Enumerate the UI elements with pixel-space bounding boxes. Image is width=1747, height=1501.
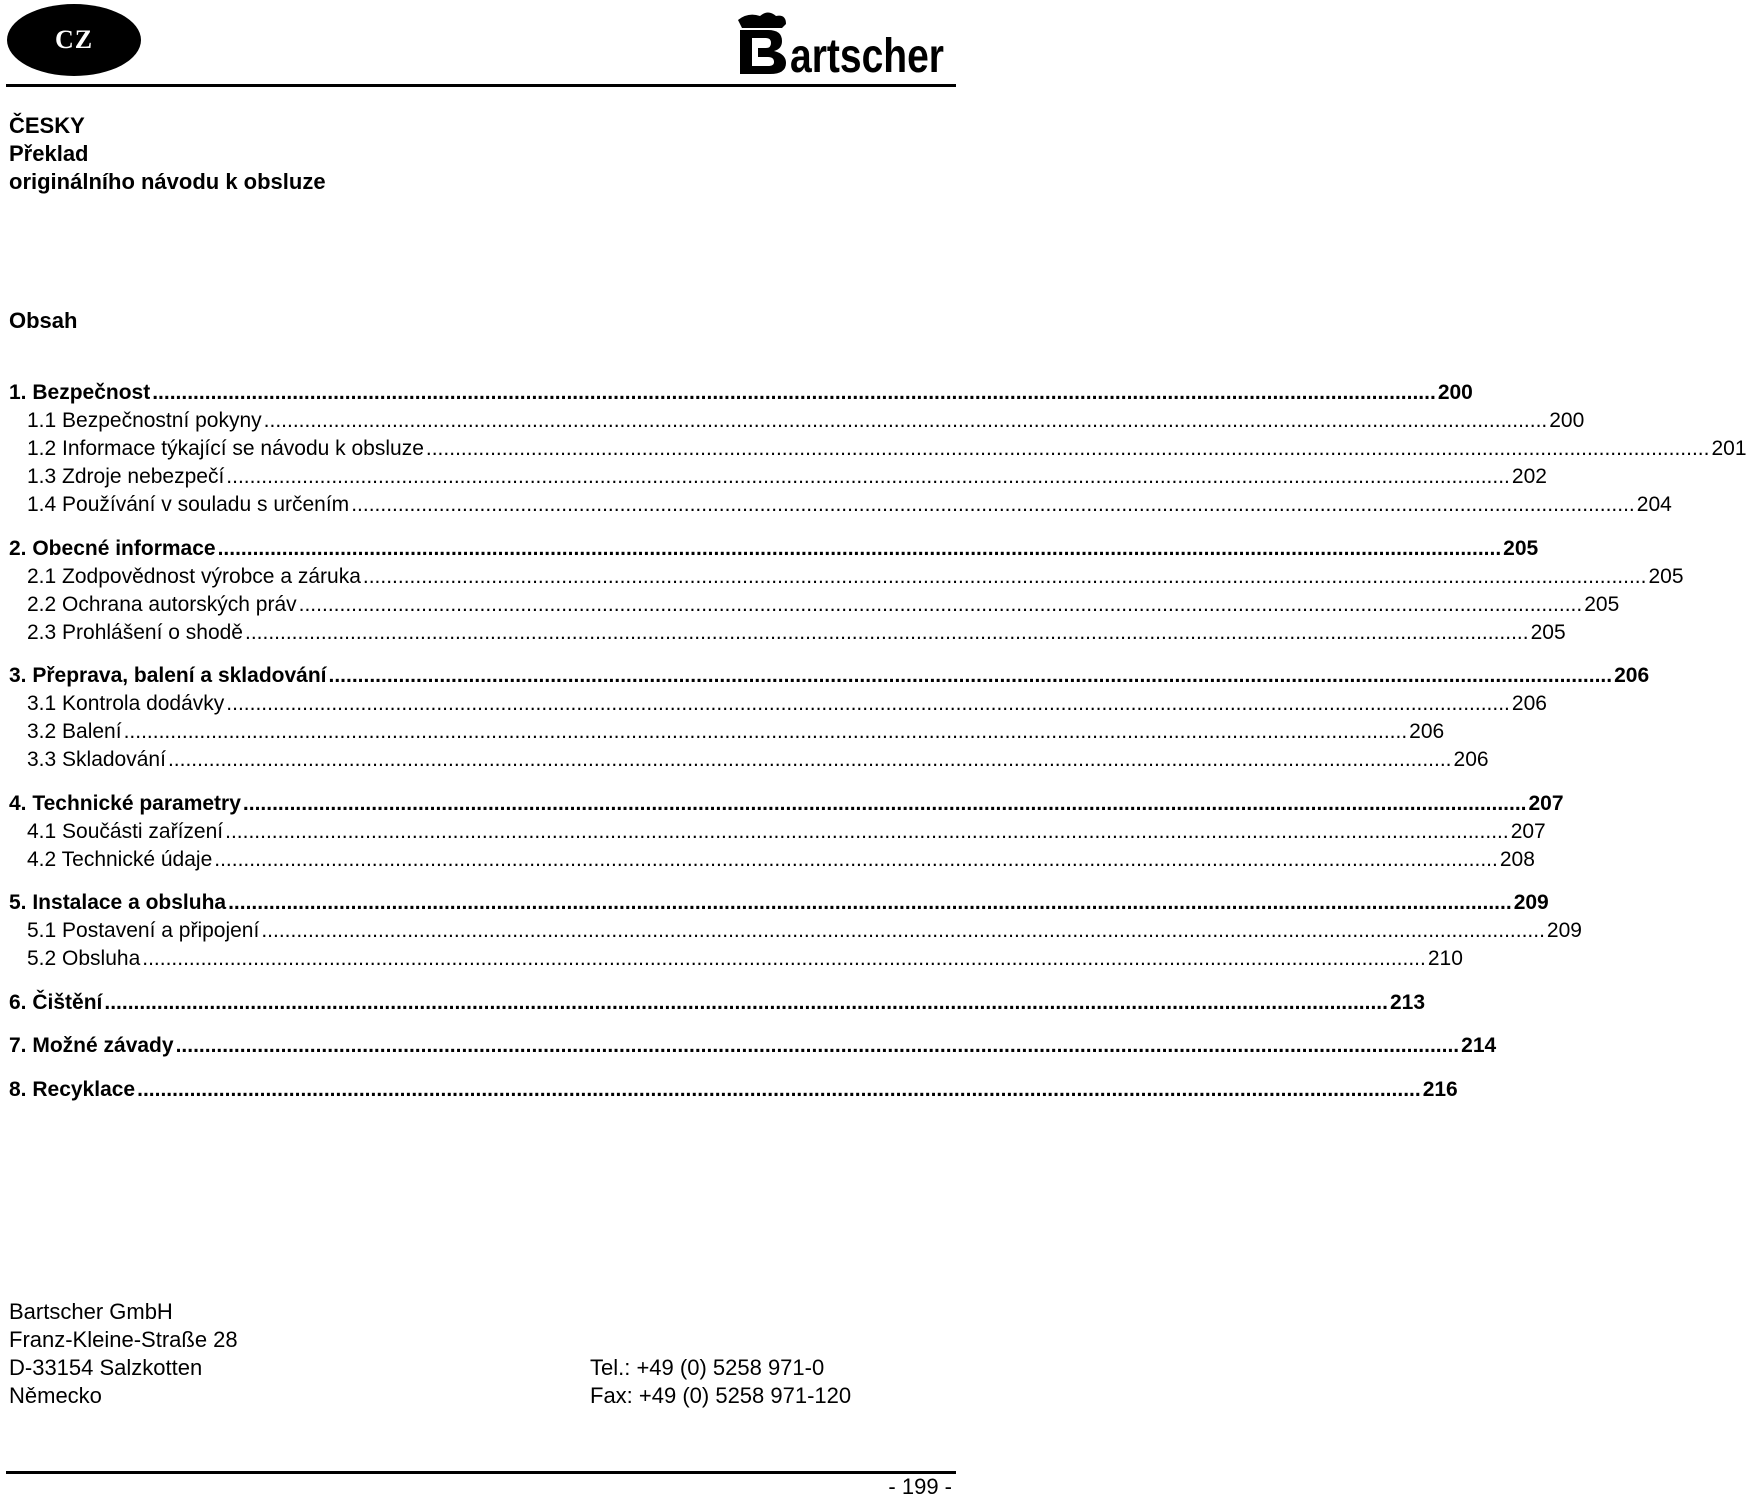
toc-subsection bbox=[9, 746, 1489, 774]
toc-entry-label: 2. Obecné informace bbox=[9, 537, 216, 560]
toc-section bbox=[9, 1032, 1497, 1060]
toc-entry-label: 3. Přeprava, balení a skladování bbox=[9, 664, 327, 687]
toc-entry-page: 204 bbox=[1636, 493, 1672, 516]
company-phone: Tel.: +49 (0) 5258 971-0 bbox=[590, 1355, 825, 1380]
toc-entry-page: 206 bbox=[1614, 664, 1650, 687]
toc-entry-label: 3.2 Balení bbox=[27, 720, 122, 743]
toc-entry-page: 209 bbox=[1546, 919, 1582, 942]
document-title bbox=[9, 112, 326, 196]
toc-subsection bbox=[9, 917, 1582, 945]
toc-leader-dots: ............................................................................................................................................................................................................................ bbox=[362, 565, 1647, 588]
toc-entry-label: 1.2 Informace týkající se návodu k obsluze bbox=[27, 437, 424, 460]
toc-entry-page: 206 bbox=[1453, 748, 1489, 771]
toc-leader-dots: ............................................................................................................................................................................................................................ bbox=[245, 621, 1529, 644]
toc-subsection bbox=[9, 846, 1535, 874]
toc-leader-dots: ............................................................................................................................................................................................................................ bbox=[142, 947, 1426, 970]
toc-entry-label: 4.1 Součásti zařízení bbox=[27, 820, 224, 843]
toc-subsection bbox=[9, 945, 1463, 973]
toc-entry-label: 1. Bezpečnost bbox=[9, 381, 151, 404]
toc-section bbox=[9, 662, 1650, 690]
company-country: Německo bbox=[9, 1383, 102, 1408]
toc-leader-dots: ............................................................................................................................................................................................................................ bbox=[242, 792, 1527, 815]
toc-leader-dots: ............................................................................................................................................................................................................................ bbox=[217, 537, 1502, 560]
toc-entry-page: 210 bbox=[1427, 947, 1463, 970]
toc-entry-label: 4.2 Technické údaje bbox=[27, 848, 213, 871]
toc-entry-label: 3.3 Skladování bbox=[27, 748, 166, 771]
toc-leader-dots: ............................................................................................................................................................................................................................ bbox=[328, 664, 1613, 687]
toc-entry-label: 5.2 Obsluha bbox=[27, 947, 141, 970]
company-name: Bartscher GmbH bbox=[9, 1299, 173, 1324]
toc-entry-page: 214 bbox=[1461, 1034, 1497, 1057]
toc-entry-label: 3.1 Kontrola dodávky bbox=[27, 692, 225, 715]
toc-subsection bbox=[9, 491, 1672, 519]
toc-leader-dots: ............................................................................................................................................................................................................................ bbox=[226, 692, 1510, 715]
toc-section bbox=[9, 889, 1549, 917]
toc-leader-dots: ............................................................................................................................................................................................................................ bbox=[123, 720, 1408, 743]
toc-subsection bbox=[9, 718, 1445, 746]
toc-entry-label: 2.2 Ochrana autorských práv bbox=[27, 593, 297, 616]
company-city: D-33154 Salzkotten bbox=[9, 1355, 203, 1380]
toc-entry-page: 205 bbox=[1530, 621, 1566, 644]
toc-entry-label: 4. Technické parametry bbox=[9, 792, 241, 815]
toc-subsection bbox=[9, 435, 1747, 463]
company-street: Franz-Kleine-Straße 28 bbox=[9, 1327, 238, 1352]
toc-section bbox=[9, 379, 1473, 407]
toc-entry-page: 208 bbox=[1499, 848, 1535, 871]
title-original-manual: originálního návodu k obsluze bbox=[9, 169, 326, 194]
toc-entry-label: 8. Recyklace bbox=[9, 1078, 136, 1101]
language-badge-label: CZ bbox=[54, 25, 94, 54]
company-address bbox=[9, 1298, 238, 1410]
toc-leader-dots: ............................................................................................................................................................................................................................ bbox=[351, 493, 1635, 516]
toc-subsection bbox=[9, 563, 1684, 591]
title-language: ČESKY bbox=[9, 113, 85, 138]
svg-text:artscher: artscher bbox=[790, 30, 944, 83]
toc-entry-label: 6. Čištění bbox=[9, 991, 103, 1014]
toc-entry-page: 201 bbox=[1711, 437, 1747, 460]
toc-entry-label: 2.1 Zodpovědnost výrobce a záruka bbox=[27, 565, 361, 588]
toc-leader-dots: ............................................................................................................................................................................................................................ bbox=[425, 437, 1710, 460]
toc-entry-label: 7. Možné závady bbox=[9, 1034, 174, 1057]
toc-leader-dots: ............................................................................................................................................................................................................................ bbox=[152, 381, 1436, 404]
toc-entry-page: 200 bbox=[1437, 381, 1473, 404]
toc-entry-page: 209 bbox=[1513, 891, 1549, 914]
toc-entry-label: 1.4 Používání v souladu s určením bbox=[27, 493, 350, 516]
toc-entry-label: 5. Instalace a obsluha bbox=[9, 891, 227, 914]
toc-entry-page: 205 bbox=[1648, 565, 1684, 588]
toc-entry-page: 216 bbox=[1422, 1078, 1458, 1101]
toc-subsection bbox=[9, 619, 1566, 647]
toc-section bbox=[9, 989, 1426, 1017]
toc-entry-label: 2.3 Prohlášení o shodě bbox=[27, 621, 243, 644]
header-rule bbox=[6, 84, 956, 87]
toc-entry-label: 5.1 Postavení a připojení bbox=[27, 919, 260, 942]
toc-entry-page: 207 bbox=[1510, 820, 1546, 843]
toc-leader-dots: ............................................................................................................................................................................................................................ bbox=[298, 593, 1583, 616]
toc-leader-dots: ............................................................................................................................................................................................................................ bbox=[175, 1034, 1460, 1057]
toc-entry-page: 205 bbox=[1584, 593, 1620, 616]
toc-leader-dots: ............................................................................................................................................................................................................................ bbox=[226, 465, 1510, 488]
toc-section bbox=[9, 790, 1564, 818]
toc-subsection bbox=[9, 407, 1585, 435]
toc-leader-dots: ............................................................................................................................................................................................................................ bbox=[225, 820, 1509, 843]
toc-entry-label: 1.3 Zdroje nebezpečí bbox=[27, 465, 225, 488]
title-translation: Překlad bbox=[9, 141, 89, 166]
toc-section bbox=[9, 1076, 1458, 1104]
toc-subsection bbox=[9, 690, 1547, 718]
contents-heading: Obsah bbox=[9, 308, 78, 333]
toc-leader-dots: ............................................................................................................................................................................................................................ bbox=[104, 991, 1388, 1014]
toc-leader-dots: ............................................................................................................................................................................................................................ bbox=[263, 409, 1548, 432]
toc-leader-dots: ............................................................................................................................................................................................................................ bbox=[214, 848, 1498, 871]
toc-entry-page: 206 bbox=[1511, 692, 1547, 715]
toc-entry-page: 205 bbox=[1503, 537, 1539, 560]
toc-leader-dots: ............................................................................................................................................................................................................................ bbox=[137, 1078, 1421, 1101]
toc-entry-page: 202 bbox=[1511, 465, 1547, 488]
toc-entry-page: 213 bbox=[1389, 991, 1426, 1014]
toc-leader-dots: ............................................................................................................................................................................................................................ bbox=[167, 748, 1452, 771]
toc-section bbox=[9, 535, 1539, 563]
toc-entry-page: 207 bbox=[1528, 792, 1564, 815]
company-contact bbox=[590, 1354, 851, 1410]
toc-subsection bbox=[9, 818, 1546, 846]
toc-entry-page: 206 bbox=[1409, 720, 1445, 743]
footer-rule bbox=[6, 1471, 956, 1474]
language-badge bbox=[7, 4, 141, 76]
company-fax: Fax: +49 (0) 5258 971-120 bbox=[590, 1383, 852, 1408]
toc-leader-dots: ............................................................................................................................................................................................................................ bbox=[228, 891, 1512, 914]
toc-leader-dots: ............................................................................................................................................................................................................................ bbox=[261, 919, 1545, 942]
bartscher-logo bbox=[734, 10, 948, 83]
toc-entry-page: 200 bbox=[1549, 409, 1585, 432]
toc-subsection bbox=[9, 463, 1547, 491]
page-number: - 199 - bbox=[888, 1474, 952, 1499]
toc-entry-label: 1.1 Bezpečnostní pokyny bbox=[27, 409, 262, 432]
toc-subsection bbox=[9, 591, 1620, 619]
